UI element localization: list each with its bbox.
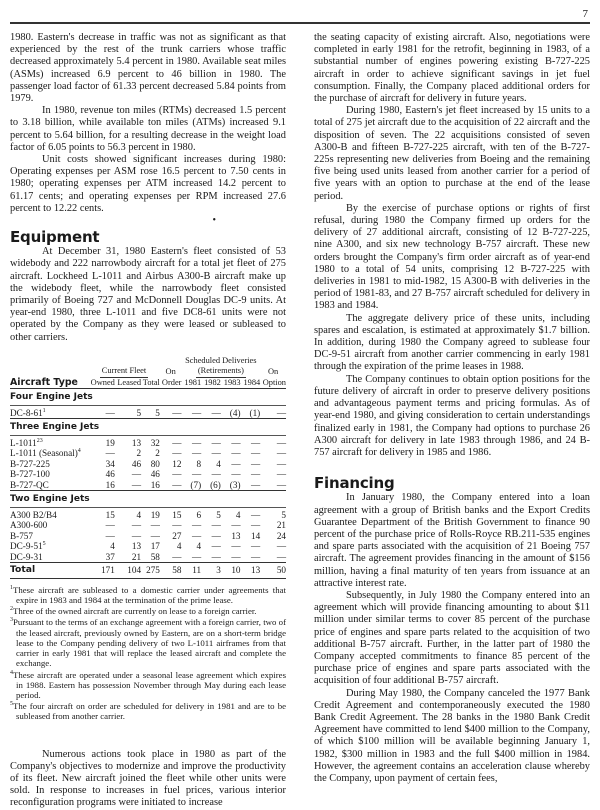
table-cell: 17 (150, 541, 160, 552)
table-cell: — (260, 405, 286, 419)
section-title: Four Engine Jets (10, 389, 286, 406)
table-cell: — (276, 479, 286, 490)
table-cell: 4 (115, 507, 141, 520)
table-row (10, 435, 286, 448)
total-cell: 10 (221, 563, 241, 579)
table-cell: — (211, 448, 221, 459)
aircraft-name: L-1011 (Seasonal)$^4$ (10, 448, 81, 459)
on-option-header-2: Option (262, 377, 286, 387)
total-header: Total (142, 377, 160, 387)
financing-heading: Financing (314, 474, 395, 493)
table-cell: — (231, 541, 241, 552)
aircraft-name: B-757 (10, 530, 33, 541)
table-cell: — (251, 551, 261, 562)
table-cell: — (231, 551, 241, 562)
table-cell: — (211, 530, 221, 541)
total-cell: 13 (241, 563, 261, 579)
year-1984-header: 1984 (243, 377, 261, 387)
table-row (10, 507, 286, 520)
on-order-header-1: On (165, 366, 176, 376)
section-title: Two Engine Jets (10, 491, 286, 508)
table-row (10, 552, 286, 563)
table-cell: 21 (276, 520, 286, 531)
table-cell: — (191, 469, 202, 480)
aircraft-name: DC-9-31 (10, 551, 43, 562)
table-cell: 15 (88, 507, 115, 520)
footnote-ref: 1 (42, 407, 46, 414)
table-cell: 2 (155, 448, 160, 459)
leased-header: Leased (117, 377, 142, 387)
table-cell: 15 (160, 507, 182, 520)
year-1981-header: 1981 (184, 377, 202, 387)
footnote-ref: 4 (77, 448, 81, 455)
footnote-mark: 2 (10, 606, 13, 613)
table-cell: 4 (216, 458, 221, 469)
table-cell: — (181, 405, 201, 419)
total-cell: 58 (160, 563, 182, 579)
table-row (10, 480, 286, 491)
table-cell: — (160, 405, 182, 419)
table-cell: — (172, 551, 182, 562)
year-1982-header: 1982 (204, 377, 221, 387)
table-cell: (6) (210, 479, 221, 490)
paragraph: In January 1980, the Company entered into a loan agreement with a group of British banks and the Export Credits Guarantee Department of the British Government to finance 90 percent of the purchase price of Rolls-Royce RB.211-535 engines and spare parts associated with the acquisition of 21 Boeing 757 aircraft. The agreement provides financing in the amount of $156 million, having a final maturity of ten years from issuance at an attractive interest rate. (314, 492, 590, 589)
table-cell: — (251, 469, 261, 480)
table-cell: 6 (181, 507, 201, 520)
table-cell: — (231, 520, 241, 531)
table-cell: 12 (172, 458, 182, 469)
total-cell: 275 (141, 563, 160, 579)
table-cell: — (231, 469, 241, 480)
table-cell: 34 (105, 458, 115, 469)
table-cell: 19 (141, 507, 160, 520)
footnote: $^5$The four aircraft on order are scheduled for delivery in 1981 and are to be subleased from another carrier. (10, 701, 286, 722)
footnote-mark: 1 (10, 584, 13, 591)
table-cell: 5 (115, 405, 141, 419)
owned-header: Owned (90, 377, 115, 387)
table-cell: — (241, 435, 261, 448)
table-cell: — (191, 530, 202, 541)
table-cell: — (191, 448, 202, 459)
table-cell: 24 (276, 530, 286, 541)
table-row (10, 531, 286, 542)
table-cell: — (191, 520, 202, 531)
table-cell: — (276, 541, 286, 552)
table-cell: 37 (105, 551, 115, 562)
footnote: $^4$These aircraft are operated under a seasonal lease agreement which expires in 1988. Eastern has possession November through May during each lease period. (10, 669, 286, 700)
table-cell: 46 (105, 469, 115, 480)
paragraph: During May 1980, the Company canceled the 1977 Bank Credit Agreement and contemporaneously executed the 1980 Bank Credit Agreement. The 28 banks in the 1980 Bank Credit Agreement have committed to lend $400 million to the Company, of which $100 million will be available beginning January 1, 1982, $300 million in 1983 and the full $400 million in 1984. However, the agreement contains an acceleration clause whereby the Company, upon payment of certain fees, (314, 687, 590, 784)
left-column (10, 32, 286, 810)
table-cell: 58 (150, 551, 160, 562)
table-cell: — (131, 530, 142, 541)
table-cell: — (201, 405, 221, 419)
table-cell: (7) (190, 479, 202, 490)
table-cell: (1) (241, 405, 261, 419)
table-cell: — (105, 520, 115, 531)
table-cell: — (88, 405, 115, 419)
on-order-header-2: Order (161, 377, 182, 387)
table-cell: — (150, 530, 160, 541)
scheduled-deliveries-header: Scheduled Deliveries (185, 355, 257, 365)
aircraft-name: B-727-100 (10, 469, 50, 480)
table-cell: 16 (105, 479, 115, 490)
total-cell: 171 (88, 563, 115, 579)
top-rule (10, 22, 590, 24)
paragraph: the seating capacity of existing aircraft. Also, negotiations were completed in early 1981 for the retrofit, beginning in 1983, of a substantial number of engines powering existing B-727-225 aircraft in order to achieve significant savings in jet fuel consumption. Finally, the Company placed additional orders for the purchase of aircraft for delivery in future years. (314, 32, 590, 105)
table-cell: — (131, 479, 142, 490)
footnote: $^1$These aircraft are subleased to a domestic carrier under agreements that expire in 1983 and 1984 at the termination of the prime lease. (10, 584, 286, 606)
table-cell: — (150, 520, 160, 531)
footnote-mark: 5 (10, 701, 13, 708)
table-cell: — (105, 530, 115, 541)
table-cell: (3) (229, 479, 241, 490)
table-cell: — (231, 458, 241, 469)
footnote-ref: 5 (42, 541, 46, 548)
table-cell: — (172, 520, 182, 531)
table-cell: — (105, 448, 115, 459)
aircraft-name: L-1011$^{23}$ (10, 435, 88, 448)
table-row (10, 520, 286, 531)
table-cell: 5 (201, 507, 221, 520)
table-cell: 4 (221, 507, 241, 520)
aircraft-name: A300 B2/B4 (10, 507, 88, 520)
section-header-row (10, 389, 286, 406)
equipment-heading: Equipment (10, 228, 100, 247)
table-cell: — (172, 469, 182, 480)
table-cell: 46 (131, 458, 142, 469)
table-cell: 32 (141, 435, 160, 448)
table-cell: 5 (141, 405, 160, 419)
table-cell: 13 (131, 541, 142, 552)
paragraph: In 1980, revenue ton miles (RTMs) decreased 1.5 percent to 3.18 billion, while available ton miles (ATMs) increased 9.1 percent to 5.64 billion, for a resulting decrease in the weight load factor of 6.05 points to 56.3 percent in 1980. (10, 105, 286, 153)
table-cell: — (251, 479, 261, 490)
table-cell: 19 (88, 435, 115, 448)
table-cell: 8 (196, 458, 202, 469)
table-cell: 27 (172, 530, 182, 541)
paragraph: Unit costs showed significant increases during 1980: Operating expenses per ASM rose 16.5 percent to 7.50 cents in 1980; operating expenses per ATM increased 14.2 percent to 61.17 cents; and operating expenses per RPM increased 27.6 percent to 12.22 cents. (10, 154, 286, 214)
section-header-row (10, 419, 286, 436)
aircraft-name: A300-600 (10, 520, 48, 531)
table-cell: — (160, 435, 182, 448)
stray-mark: • (212, 215, 216, 227)
table-cell: 4 (196, 541, 202, 552)
table-cell: — (131, 469, 142, 480)
aircraft-name: B-727-225 (10, 458, 50, 469)
table-cell: 14 (251, 530, 261, 541)
aircraft-name: $DC-8-61^1$ (10, 405, 88, 419)
table-cell: (4) (221, 405, 241, 419)
table-cell: — (241, 507, 261, 520)
section-header-row (10, 491, 286, 508)
section-title: Three Engine Jets (10, 419, 286, 436)
table-cell: 46 (150, 469, 160, 480)
table-cell: — (276, 469, 286, 480)
closing-paragraph: Numerous actions took place in 1980 as part of the Company's objectives to modernize and improve the productivity of its fleet. New aircraft joined the fleet while other units were sold. In response to increases in fuel prices, various interior reconfiguration programs were initiated to increase (10, 748, 286, 809)
table-cell: 4 (110, 541, 115, 552)
footnote-mark: 3 (10, 617, 13, 624)
paragraph: The aggregate delivery price of these units, including spares and escalation, is estimated at approximately $1.7 billion. In addition, during 1980 the Company agreed to sublease four DC-9-51 aircraft from another carrier commencing in early 1981 through the expiration of the prime leases in 1988. (314, 312, 590, 373)
table-cell: — (131, 520, 142, 531)
total-cell: 104 (115, 563, 141, 579)
total-row (10, 563, 286, 579)
table-cell: — (251, 520, 261, 531)
paragraph: The Company continues to obtain option positions for the future delivery of aircraft in order to preserve delivery positions and advantageous payment terms and pricing formulas. As of year-end 1980, and giving consideration to certain understandings finalized early in 1981, the Company had options to purchase 26 A300 aircraft for delivery in late 1983 through 1986, and 24 B-757 aircraft for delivery in 1985 and 1986. (314, 373, 590, 458)
fleet-table (10, 356, 286, 579)
table-cell: — (251, 448, 261, 459)
table-cell: 13 (115, 435, 141, 448)
total-cell: 50 (260, 563, 286, 579)
table-cell: — (201, 435, 221, 448)
table-cell: — (211, 541, 221, 552)
table-cell: — (276, 448, 286, 459)
table-row (10, 541, 286, 552)
aircraft-name: B-727-QC (10, 479, 49, 490)
paragraph: By the exercise of purchase options or rights of first refusal, during 1980 the Company firmed up orders for the delivery of 27 additional aircraft, consisting of 12 B-727-225, nine A300, and six new technology B-757 aircraft. These new orders brought the Company's firm order aircraft as of year-end 1980 to a total of 54 units, comprising 12 B-727-225 with deliveries in 1981 to mid-1982, 15 A300-B with deliveries in the period of 1981-83, and 27 B-757 aircraft scheduled for delivery in 1983 and 1984. (314, 202, 590, 312)
paragraph: During 1980, Eastern's jet fleet increased by 15 units to a total of 275 jet aircraft due to the acquisition of 22 aircraft and the disposition of seven. The 22 acquisitions consisted of seven A300-B and fifteen B-727-225 aircraft, with ten of the B-727-225s representing new deliveries from Boeing and the remaining five being used units leased from another carrier for a period of five years with an option to purchase at the end of the lease period. (314, 105, 590, 202)
table-cell: 2 (136, 448, 142, 459)
footnotes (10, 585, 286, 722)
table-cell: — (221, 435, 241, 448)
table-row (10, 459, 286, 470)
table-row (10, 469, 286, 480)
aircraft-type-header: Aircraft Type (10, 376, 78, 388)
total-cell: 11 (181, 563, 201, 579)
table-cell: — (260, 435, 286, 448)
footnote-mark: 4 (10, 669, 13, 676)
total-cell: 3 (201, 563, 221, 579)
equipment-paragraph: At December 31, 1980 Eastern's fleet consisted of 53 widebody and 222 narrowbody aircraft for a total jet fleet of 275 aircraft. Lockheed L-1011 and Airbus A300-B aircraft make up the widebody fleet, while the narrowbody fleet consisted primarily of Boeing 727 and McDonnell Douglas DC-9 units. At year-end 1980, three L-1011 and five DC8-61 units were not operated by the Company as they were leased or subleased to other carriers. (10, 246, 286, 343)
footnote: $^3$Pursuant to the terms of an exchange agreement with a foreign carrier, two of the leased aircraft, previously owned by Eastern, are on a short-term bridge lease to the Company pending delivery of two L-1011 airframes from that carrier in early 1981 that will replace the leased aircraft and complete the exchange. (10, 617, 286, 669)
total-label: Total (10, 563, 88, 579)
table-cell: — (211, 469, 221, 480)
table-row (10, 405, 286, 419)
on-option-header-1: On (267, 366, 279, 376)
table-cell: — (251, 541, 261, 552)
year-1983-header: 1983 (223, 377, 241, 387)
footnote-ref: 23 (36, 437, 43, 444)
page-number: 7 (582, 8, 588, 20)
table-cell: 5 (260, 507, 286, 520)
table-cell: — (211, 520, 221, 531)
retirements-header: (Retirements) (181, 366, 260, 378)
footnote: $^2$Three of the owned aircraft are currently on lease to a foreign carrier. (10, 606, 257, 617)
current-fleet-header: Current Fleet (88, 366, 160, 378)
table-cell: 13 (231, 530, 241, 541)
paragraph: Subsequently, in July 1980 the Company entered into an agreement which will provide financing amounting to about $11 million under similar terms to cover 85 percent of the purchase price of engines and spare parts related to the acquisition of two additional B-757 aircraft. Further, in the latter part of 1980 the Company accepted commitments to finance 85 percent of the purchase price of engines and spare parts associated with the acquisition of four additional B-757 aircraft. (314, 589, 590, 687)
table-cell: 80 (150, 458, 160, 469)
right-column (314, 32, 590, 785)
table-cell: — (172, 479, 182, 490)
table-cell: — (181, 435, 201, 448)
table-cell: 4 (176, 541, 182, 552)
table-cell: — (191, 551, 202, 562)
aircraft-name: $DC-9-51^5$ (10, 541, 46, 552)
paragraph: 1980. Eastern's decrease in traffic was not as significant as that experienced by the rest of the trunk carriers whose traffic decreased approximately 5.4 percent in 1980. Available seat miles (ASMs) increased 6.9 percent to 46 billion in 1980. The passenger load factor of 61.33 percent decreased 5.84 points from 1979. (10, 32, 286, 105)
table-cell: — (172, 448, 182, 459)
table-cell: — (211, 551, 221, 562)
table-cell: 16 (150, 479, 160, 490)
table-cell: — (251, 458, 261, 469)
table-cell: 21 (131, 551, 142, 562)
table-cell: — (231, 448, 241, 459)
table-cell: — (276, 458, 286, 469)
table-cell: — (276, 551, 286, 562)
table-row (10, 448, 286, 459)
